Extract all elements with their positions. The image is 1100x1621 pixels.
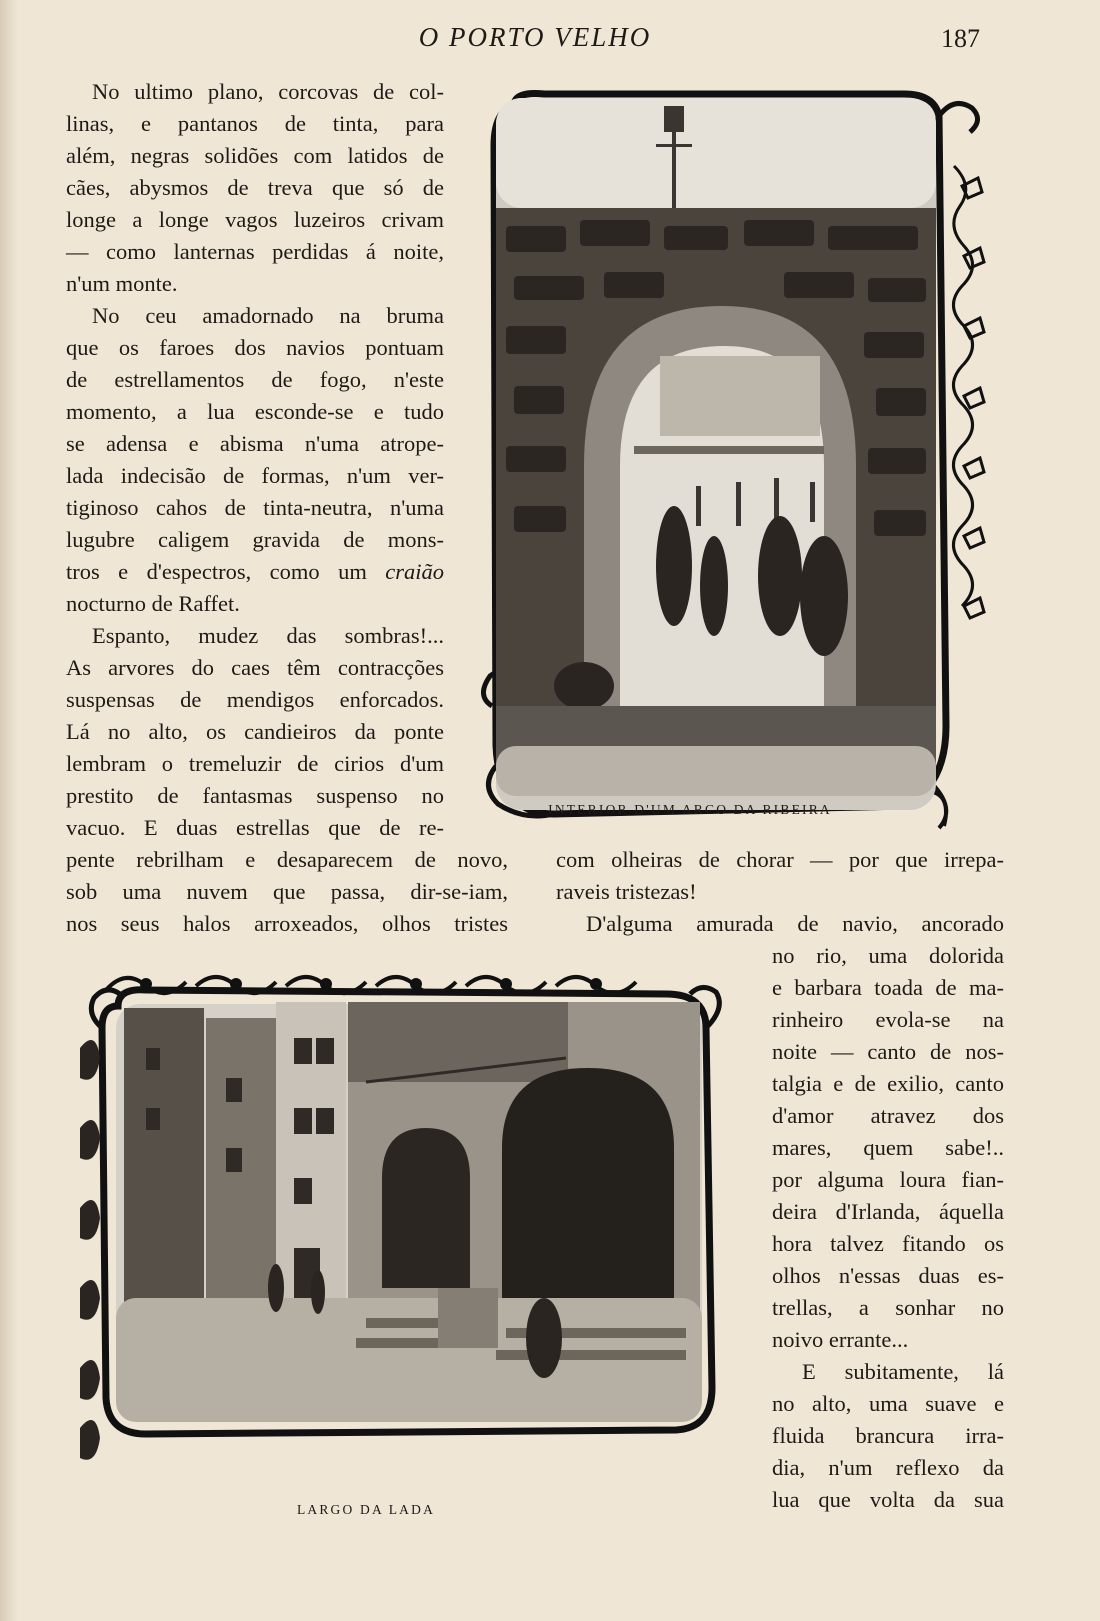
text-line: fluida brancura irra-	[772, 1423, 1004, 1448]
text-line: As arvores do caes têm contracções	[66, 655, 444, 680]
text-line: lugubre caligem gravida de mons-	[66, 527, 444, 552]
text-line: com olheiras de chorar — por que irrepa-	[556, 847, 1004, 872]
text-line: E subitamente, lá	[802, 1359, 1004, 1384]
text-line: prestito de fantasmas suspenso no	[66, 783, 444, 808]
figure-caption-bottom: LARGO DA LADA	[296, 1502, 436, 1517]
text-line: no alto, uma suave e	[772, 1391, 1004, 1416]
text-line: — como lanternas perdidas á noite,	[66, 239, 444, 264]
text-line: longe a longe vagos luzeiros crivam	[66, 207, 444, 232]
text-line: e barbara toada de ma-	[772, 975, 1004, 1000]
text-line: suspensas de mendigos enforcados.	[66, 687, 444, 712]
page-number: 187	[941, 24, 980, 53]
text-line: lua que volta da sua	[772, 1487, 1004, 1512]
text-line: n'um monte.	[66, 271, 178, 296]
text-line: mares, quem sabe!..	[772, 1135, 1004, 1160]
figure-arch-interior	[484, 86, 994, 831]
page-edge-shadow	[0, 0, 18, 1621]
running-header-title: O PORTO VELHO	[418, 22, 652, 52]
text-line: trellas, a sonhar no	[772, 1295, 1004, 1320]
text-line: pente rebrilham e desaparecem de novo,	[66, 847, 508, 872]
text-line: vacuo. E duas estrellas que de re-	[66, 815, 444, 840]
text-line: rinheiro evola-se na	[772, 1007, 1004, 1032]
text-line: noite — canto de nos-	[772, 1039, 1004, 1064]
text-line: hora talvez fitando os	[772, 1231, 1004, 1256]
text-line: que os faroes dos navios pontuam	[66, 335, 444, 360]
figure-largo-da-lada	[66, 958, 746, 1478]
text-line: tros e d'espectros, como um craião	[66, 559, 444, 584]
text-line: talgia e de exilio, canto	[772, 1071, 1004, 1096]
text-line: de estrellamentos de fogo, n'este	[66, 367, 444, 392]
text-line: além, negras solidões com latidos de	[66, 143, 444, 168]
text-line: D'alguma amurada de navio, ancorado	[586, 911, 1004, 936]
text-line: se adensa e abisma n'uma atrope-	[66, 431, 444, 456]
text-line: noivo errante...	[772, 1327, 909, 1352]
text-line: nocturno de Raffet.	[66, 591, 240, 616]
text-line: Espanto, mudez das sombras!...	[92, 623, 444, 648]
text-line: no rio, uma dolorida	[772, 943, 1004, 968]
text-line: No ceu amadornado na bruma	[92, 303, 444, 328]
text-line: cães, abysmos de treva que só de	[66, 175, 444, 200]
text-line: linas, e pantanos de tinta, para	[66, 111, 444, 136]
text-line: nos seus halos arroxeados, olhos tristes	[66, 911, 508, 936]
text-line: sob uma nuvem que passa, dir-se-iam,	[66, 879, 508, 904]
arch-photo-illustration	[484, 86, 994, 831]
text-line: lada indecisão de formas, n'um ver-	[66, 463, 444, 488]
text-line: d'amor atravez dos	[772, 1103, 1004, 1128]
text-line: No ultimo plano, corcovas de col-	[92, 79, 444, 104]
text-line: raveis tristezas!	[556, 879, 697, 904]
text-line: por alguma loura fian-	[772, 1167, 1004, 1192]
largo-photo-illustration	[66, 958, 746, 1478]
text-line: lembram o tremeluzir de cirios d'um	[66, 751, 444, 776]
text-line: tiginoso cahos de tinta-neutra, n'uma	[66, 495, 444, 520]
text-line: momento, a lua esconde-se e tudo	[66, 399, 444, 424]
text-line: dia, n'um reflexo da	[772, 1455, 1004, 1480]
text-line: Lá no alto, os candieiros da ponte	[66, 719, 444, 744]
text-line: deira d'Irlanda, áquella	[772, 1199, 1004, 1224]
figure-caption-top: INTERIOR D'UM ARCO DA RIBEIRA	[548, 802, 832, 817]
text-line: olhos n'essas duas es-	[772, 1263, 1004, 1288]
